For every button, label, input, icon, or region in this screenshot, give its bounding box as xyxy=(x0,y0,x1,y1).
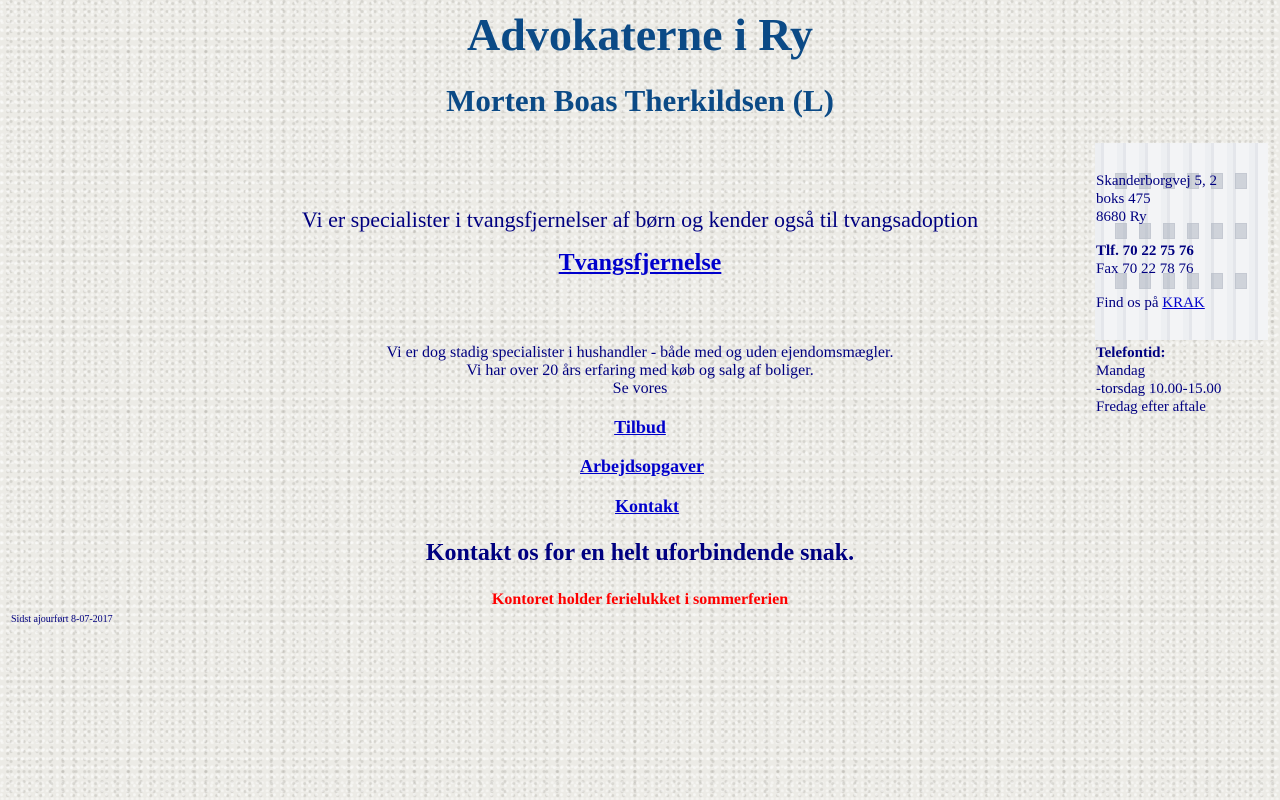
find-us-label: Find os på xyxy=(1096,295,1163,311)
find-us-line xyxy=(1096,294,1205,312)
krak-link[interactable]: KRAK xyxy=(1162,295,1205,311)
fax-number: Fax 70 22 78 76 xyxy=(1096,261,1194,277)
contact-slogan: Kontakt os for en helt uforbindende snak. xyxy=(425,540,855,566)
address-line: Skanderborgvej 5, 2 xyxy=(1096,173,1217,189)
address-block xyxy=(1096,172,1217,226)
housing-line: Vi har over 20 års erfaring med køb og salg af boliger. xyxy=(466,362,814,379)
nav-item-arbejdsopgaver-wrap xyxy=(542,455,742,477)
phone-block xyxy=(1096,242,1194,278)
phone-hours-line: Fredag efter aftale xyxy=(1096,399,1206,415)
housing-paragraph xyxy=(0,344,1280,398)
last-updated: Sidst ajourført 8-07-2017 xyxy=(11,614,113,625)
address-line: boks 475 xyxy=(1096,191,1151,207)
address-line: 8680 Ry xyxy=(1096,209,1147,225)
phone-hours-heading: Telefontid: xyxy=(1096,345,1166,361)
nav-link-arbejdsopgaver[interactable]: Arbejdsopgaver xyxy=(580,456,704,476)
nav-item-kontakt-wrap xyxy=(567,495,727,517)
intro-text: Vi er specialister i tvangsfjernelser af børn og kender også til tvangsadoption xyxy=(301,207,979,232)
phone-number: Tlf. 70 22 75 76 xyxy=(1096,243,1194,259)
nav-link-tilbud[interactable]: Tilbud xyxy=(614,417,666,437)
phone-hours-line: Mandag xyxy=(1096,363,1146,379)
housing-line: Se vores xyxy=(612,380,668,397)
lawyer-name: Morten Boas Therkildsen (L) xyxy=(446,83,834,118)
housing-line: Vi er dog stadig specialister i hushandler - både med og uden ejendomsmægler. xyxy=(386,344,894,361)
nav-item-tilbud-wrap xyxy=(560,416,720,438)
tvangsfjernelse-link[interactable]: Tvangsfjernelse xyxy=(558,250,722,276)
page-title: Advokaterne i Ry xyxy=(467,9,813,60)
tvangsfjernelse-link-wrap xyxy=(0,248,1280,278)
phone-hours-block xyxy=(1096,344,1221,416)
holiday-notice: Kontoret holder ferielukket i sommerferien xyxy=(491,591,789,608)
nav-link-kontakt[interactable]: Kontakt xyxy=(614,496,679,516)
phone-hours-line: -torsdag 10.00-15.00 xyxy=(1096,381,1222,397)
